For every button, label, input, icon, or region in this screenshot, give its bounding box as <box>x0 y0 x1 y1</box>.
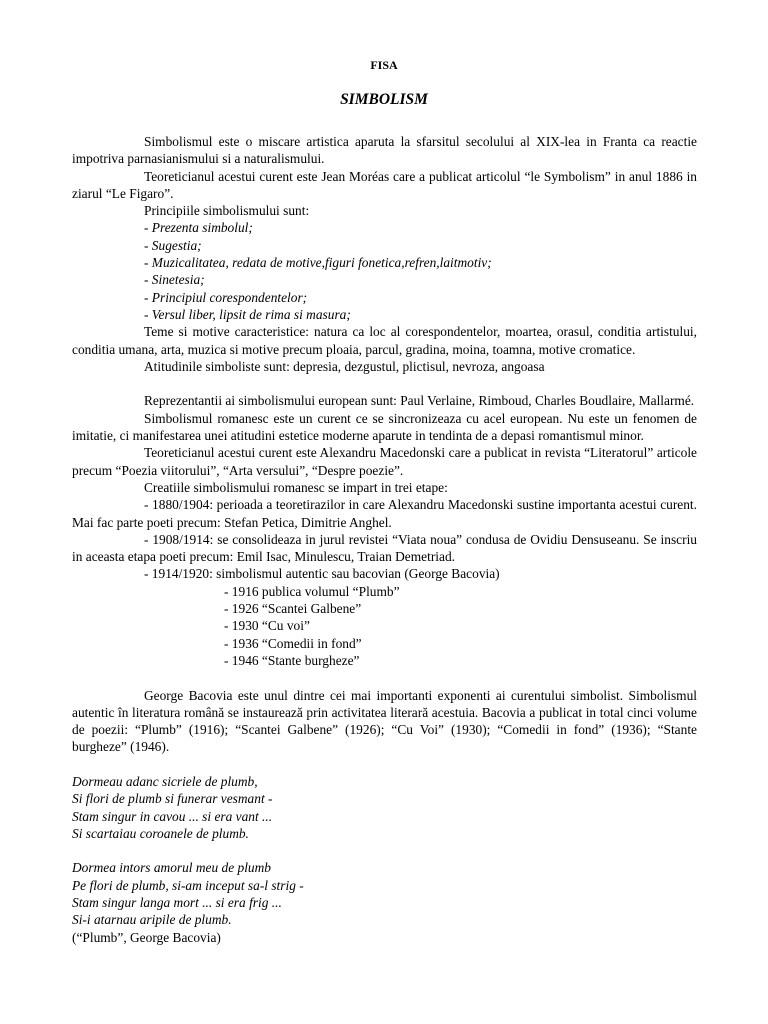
principle-item: - Versul liber, lipsit de rima si masura; <box>144 306 351 322</box>
paragraph-stages-intro: Creatiile simbolismului romanesc se impart in trei etape: <box>144 479 448 495</box>
poem-line: Dormea intors amorul meu de plumb <box>72 860 271 876</box>
paragraph-romanian-theorist: Teoreticianul acestui curent este Alexandru Macedonski care a publicat in revista “Literatorul” articole precum “Poezia viitorului”, “Arta versului”, “Despre poezie”. <box>72 445 697 478</box>
volume-item: - 1946 “Stante burgheze” <box>224 652 360 668</box>
document-label: FISA <box>370 58 398 72</box>
volume-item: - 1930 “Cu voi” <box>224 618 310 634</box>
paragraph-romanian-symbolism: Simbolismul romanesc este un curent ce se sincronizeaza cu acel european. Nu este un fenomen de imitatie, ci manifestarea unei atitudini estetice moderne aparute in tendinta de a depasi romantismul minor. <box>72 410 697 444</box>
paragraph-themes: Teme si motive caracteristice: natura ca loc al corespondentelor, moartea, orasul, conditia artistului, conditia umana, arta, muzica si motive precum ploaia, parcul, gradina, moina, toamna, motive cromatice. <box>72 324 697 357</box>
paragraph-definition: Simbolismul este o miscare artistica aparuta la sfarsitul secolului al XIX-lea in Franta ca reactie impotriva parnasianismului si a naturalismului. <box>72 134 697 167</box>
stage-item: - 1908/1914: se consolideaza in jurul revistei “Viata noua” condusa de Ovidiu Densuseanu. Se inscriu in aceasta etapa poeti precum: Emil Isac, Minulescu, Traian Demetriad. <box>72 531 697 565</box>
poem-line: Si scartaiau coroanele de plumb. <box>72 825 249 841</box>
poem-line: Stam singur in cavou ... si era vant ... <box>72 808 273 824</box>
paragraph-principles-intro: Principiile simbolismului sunt: <box>144 203 310 219</box>
principle-item: - Sinetesia; <box>144 272 205 288</box>
stage-item: - 1914/1920: simbolismul autentic sau bacovian (George Bacovia) <box>144 566 500 582</box>
volume-item: - 1936 “Comedii in fond” <box>224 635 362 651</box>
principle-item: - Sugestia; <box>144 237 202 253</box>
paragraph-attitudes: Atitudinile simboliste sunt: depresia, dezgustul, plictisul, nevroza, angoasa <box>144 358 545 374</box>
paragraph-bacovia: George Bacovia este unul dintre cei mai importanti exponenti ai curentului simbolist. Simbolismul autentic în literatura română se instaurează prin activitatea literară acestuia. Bacovia a publicat in total cinci volume de poezii: “Plumb” (1916); “Scantei Galbene” (1926); “Cu Voi” (1930); “Comedii in fond” (1936); “Stante burgheze” (1946). <box>72 687 697 755</box>
stage-item: - 1880/1904: perioada a teoretirazilor in care Alexandru Macedonski sustine importanta acestui curent. Mai fac parte poeti precum: Stefan Petica, Dimitrie Anghel. <box>72 497 697 530</box>
paragraph-european-representatives: Reprezentantii ai simbolismului european sunt: Paul Verlaine, Rimboud, Charles Boudlaire, Mallarmé. <box>144 393 695 409</box>
principle-item: - Prezenta simbolul; <box>144 220 253 236</box>
volume-item: - 1916 publica volumul “Plumb” <box>224 583 400 599</box>
document-body <box>72 133 697 946</box>
principle-item: - Muzicalitatea, redata de motive,figuri fonetica,refren,laitmotiv; <box>144 255 492 271</box>
poem-line: Dormeau adanc sicriele de plumb, <box>72 773 258 789</box>
poem-line: Pe flori de plumb, si-am inceput sa-l strig - <box>72 877 304 893</box>
poem-line: Si flori de plumb si funerar vesmant - <box>72 791 273 807</box>
poem-source: (“Plumb”, George Bacovia) <box>72 929 221 945</box>
paragraph-theorist: Teoreticianul acestui curent este Jean Moréas care a publicat articolul “le Symbolism” in anul 1886 in ziarul “Le Figaro”. <box>72 168 697 201</box>
poem-line: Stam singur langa mort ... si era frig ... <box>72 895 282 911</box>
volume-item: - 1926 “Scantei Galbene” <box>224 601 362 617</box>
poem-line: Si-i atarnau aripile de plumb. <box>72 912 232 928</box>
document-title: SIMBOLISM <box>340 91 428 108</box>
principle-item: - Principiul corespondentelor; <box>144 289 308 305</box>
